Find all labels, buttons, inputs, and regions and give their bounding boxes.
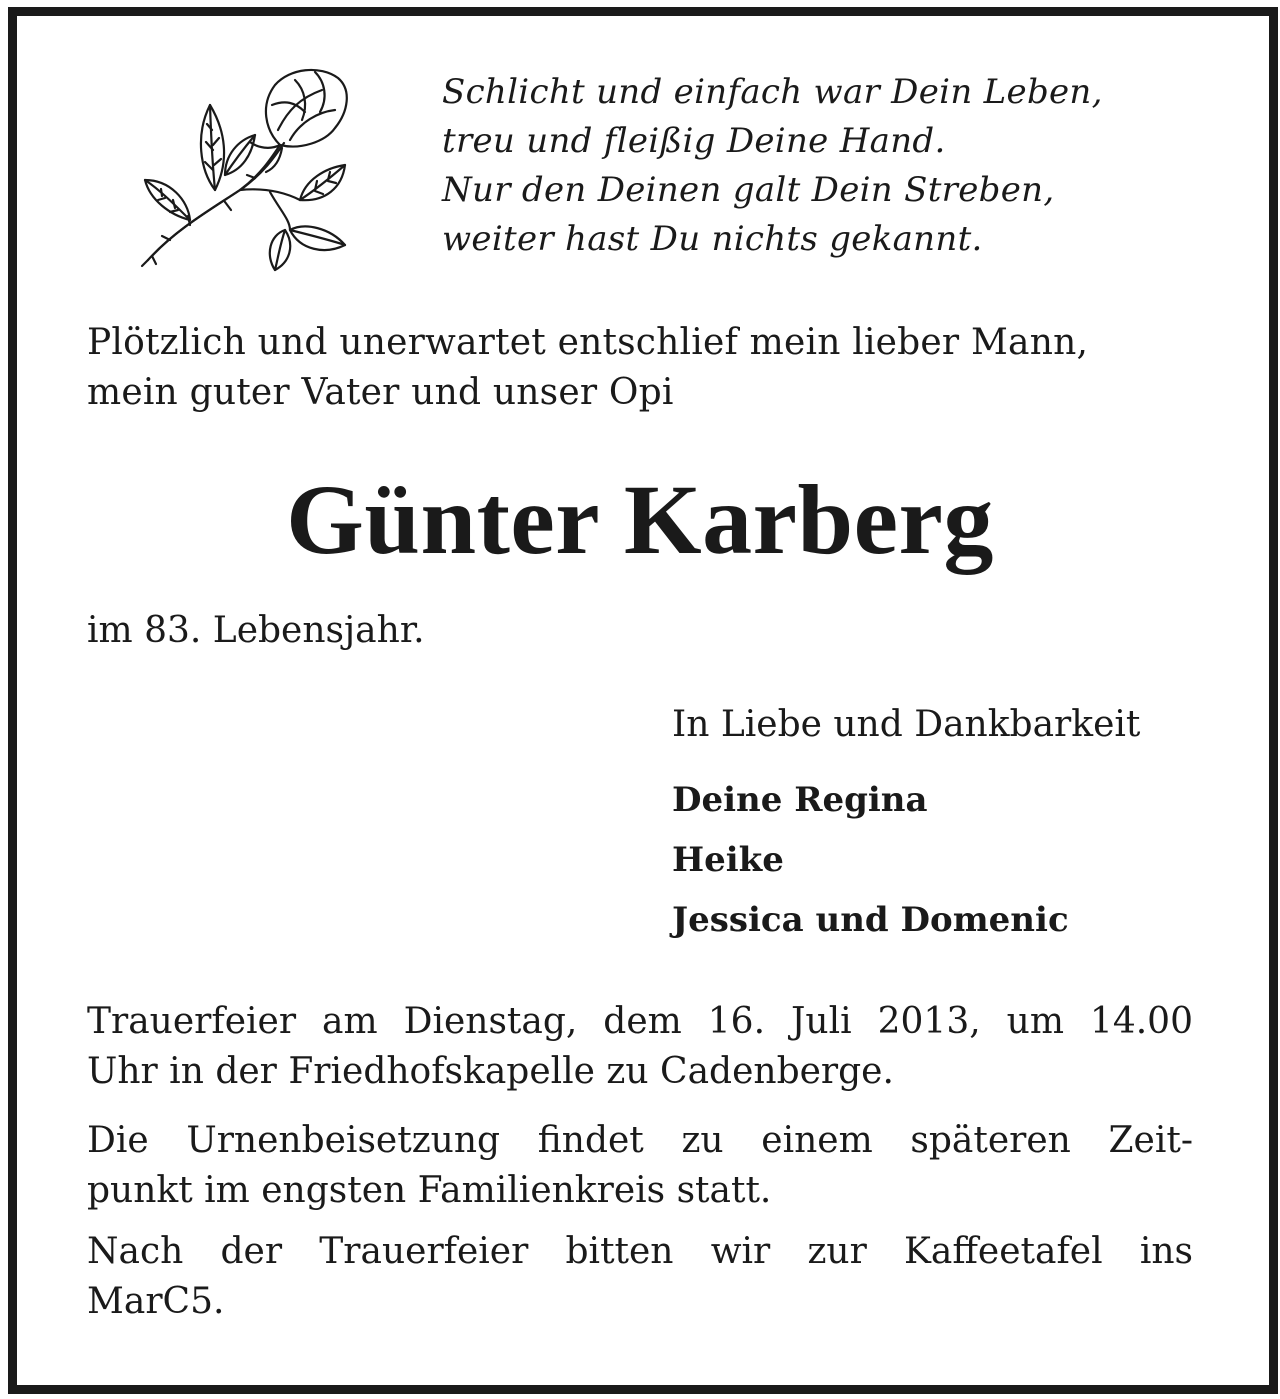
signer-name: Heike (672, 840, 784, 880)
signer-name: Deine Regina (672, 780, 928, 820)
urn-info (87, 1116, 1193, 1216)
intro-line: Plötzlich und unerwartet entschlief mein lieber Mann, (87, 322, 1089, 363)
deceased-name: Günter Karberg (286, 464, 994, 575)
age-line: im 83. Lebensjahr. (87, 610, 425, 651)
poem-line: Schlicht und einfach war Dein Leben, (442, 72, 1103, 112)
funeral-line: Uhr in der Friedhofskapelle zu Cadenberge. (87, 1051, 894, 1092)
intro-text (87, 318, 1193, 418)
intro-line: mein guter Vater und unser Opi (87, 372, 674, 413)
closing-phrase: In Liebe und Dankbarkeit (672, 704, 1141, 745)
urn-line: punkt im engsten Familienkreis statt. (87, 1170, 772, 1211)
urn-line: Die Urnenbeisetzung findet zu einem späteren Zeit- (87, 1120, 1193, 1161)
funeral-info (87, 997, 1193, 1097)
poem-line: Nur den Deinen galt Dein Streben, (442, 170, 1055, 210)
signer-name: Jessica und Domenic (672, 900, 1069, 940)
coffee-info (87, 1227, 1193, 1327)
rose-icon (130, 50, 360, 275)
coffee-line: MarC5. (87, 1281, 225, 1322)
poem-line: treu und fleißig Deine Hand. (442, 121, 946, 161)
coffee-line: Nach der Trauerfeier bitten wir zur Kaffeetafel ins (87, 1231, 1193, 1272)
funeral-line: Trauerfeier am Dienstag, dem 16. Juli 2013, um 14.00 (87, 1001, 1193, 1042)
poem (442, 68, 1222, 264)
poem-line: weiter hast Du nichts gekannt. (442, 219, 983, 259)
signers-list (672, 770, 1069, 950)
